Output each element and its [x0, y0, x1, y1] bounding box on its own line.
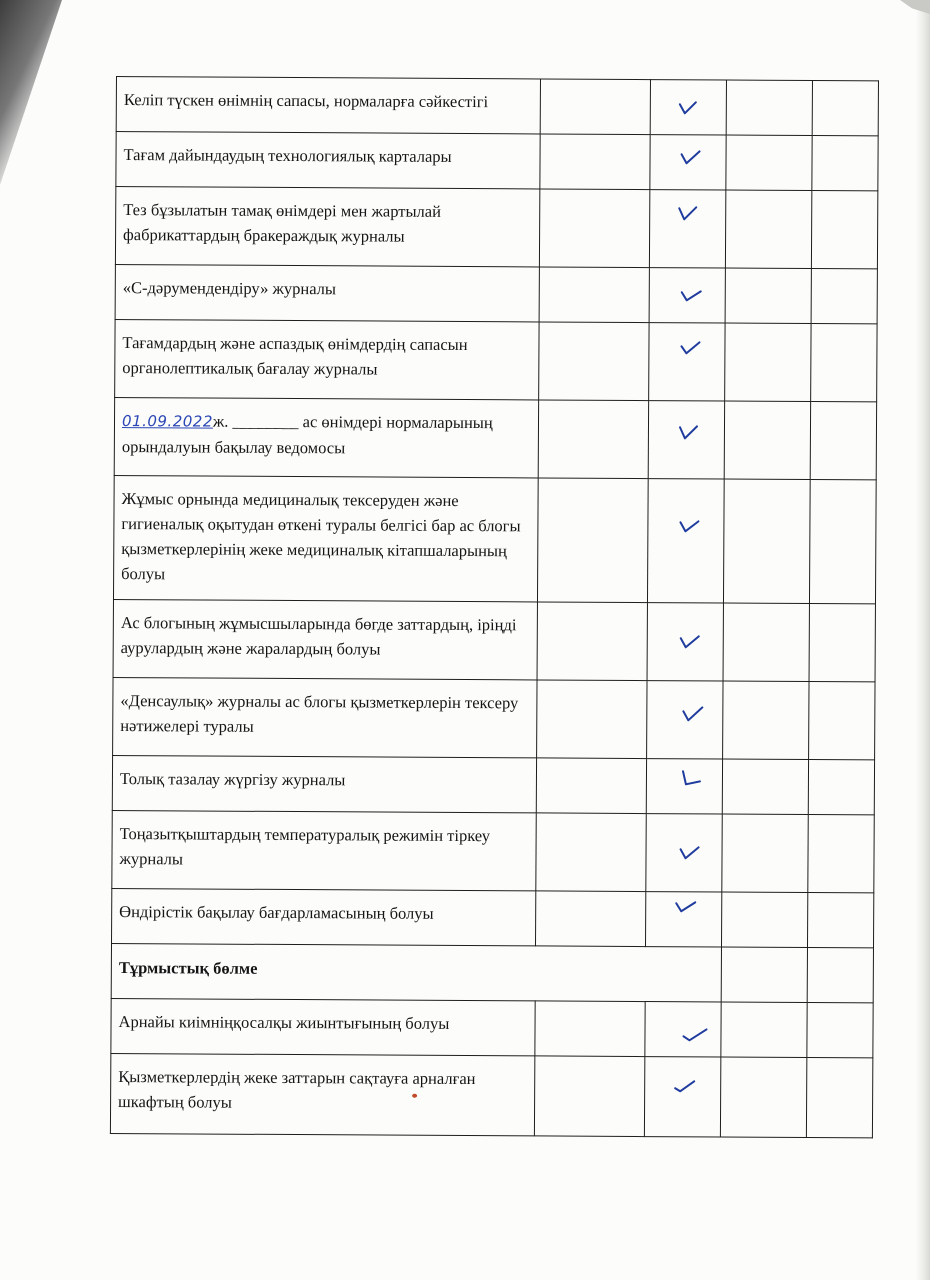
blank-cell [809, 682, 875, 760]
row-label: Тез бұзылатын тамақ өнімдері мен жартылай фабрикаттардың бракераждық журналы [123, 200, 442, 246]
check-cell [644, 1057, 720, 1137]
row-label: Қызметкерлердің жеке заттарын сақтауға арналған шкафтың болуы [118, 1067, 476, 1112]
blank-cell [812, 81, 878, 136]
table-row [114, 397, 876, 479]
blank-cell [537, 602, 647, 681]
row-label: Жұмыс орнында медициналық тексеруден және гигиеналық оқытудан өткені туралы белгісі бар ас блогы қызметкерлерінің жеке медициналық кітапшаларының болуы [121, 489, 521, 584]
scan-right-edge [916, 0, 930, 1280]
row-label: Тағамдардың және аспаздық өнімдердің сапасын органолептикалық бағалау журналы [122, 333, 468, 379]
blank-cell [536, 758, 646, 814]
blank-cell [811, 191, 877, 269]
table-row [112, 755, 874, 814]
blank-cell [720, 1057, 806, 1137]
blank-cell [535, 891, 645, 947]
check-cell [647, 479, 724, 603]
row-label-cell [116, 132, 540, 189]
blank-cell [811, 324, 877, 402]
row-label: Ас блогының жұмысшыларында бөгде заттардың, іріңді аурулардың және жаралардың болуы [120, 613, 517, 659]
check-cell [650, 80, 726, 135]
checkmark-icon [673, 1077, 697, 1095]
table-row [116, 77, 878, 136]
row-label: «Денсаулық» журналы ас блогы қызметкерлерін тексеру нәтижелері туралы [120, 691, 519, 736]
checkmark-icon [679, 633, 703, 651]
section-title-cell [111, 943, 721, 1002]
check-cell [645, 1002, 721, 1057]
blank-cell [809, 480, 876, 604]
blank-cell [807, 1002, 873, 1057]
ink-speck [412, 1094, 417, 1098]
blank-cell [811, 269, 877, 324]
blank-cell [723, 479, 810, 603]
check-cell [646, 759, 722, 814]
row-label: Өндірістік бақылау бағдарламасының болуы [119, 902, 434, 923]
checkmark-icon [678, 517, 702, 535]
blank-cell [721, 892, 807, 947]
blank-cell [725, 268, 811, 323]
table-row [110, 1053, 872, 1137]
scan-top-right-edge [900, 0, 930, 14]
row-label: «С-дәрумендендіру» журналы [122, 278, 337, 299]
row-label-cell [112, 810, 536, 890]
row-label: Толық тазалау жүргізу журналы [119, 769, 346, 790]
row-label: Арнайы киімніңқосалқы жиынтығының болуы [118, 1012, 450, 1033]
blank-cell [723, 681, 809, 759]
checkmark-icon [679, 1024, 707, 1042]
row-label-cell [114, 397, 538, 477]
blank-cell [723, 603, 809, 681]
table-row [113, 599, 875, 681]
blank-cell [535, 1001, 645, 1057]
blank-cell [808, 814, 874, 892]
blank-cell [539, 189, 649, 268]
scan-corner-shadow [0, 0, 70, 190]
check-cell [647, 603, 723, 681]
blank-cell [721, 1002, 807, 1057]
row-label-cell [113, 677, 537, 757]
blank-cell [540, 134, 650, 190]
table-row [115, 319, 877, 401]
blank-cell [807, 892, 873, 947]
row-label-cell [112, 888, 536, 945]
blank-cell [725, 190, 811, 268]
blank-cell [536, 813, 646, 892]
row-label: Тоңазытқыштардың температуралық режимін тіркеу журналы [119, 824, 491, 869]
table-row [115, 264, 877, 323]
blank-cell [722, 759, 808, 814]
checkmark-icon [678, 423, 702, 441]
checkmark-icon [680, 286, 704, 304]
row-label: Келіп түскен өнімнің сапасы, нормаларға сәйкестігі [123, 90, 489, 112]
section-title: Тұрмыстық бөлме [118, 958, 258, 978]
row-label-cell [110, 1053, 534, 1135]
table-row [112, 888, 874, 947]
checkmark-icon [678, 98, 702, 116]
blank-cell [812, 136, 878, 191]
blank-cell [809, 604, 875, 682]
table-row [111, 998, 873, 1057]
blank-cell [807, 947, 873, 1002]
row-label-cell [116, 77, 540, 134]
row-label-cell [113, 599, 537, 679]
blank-cell [539, 322, 649, 401]
blank-cell [722, 814, 808, 892]
blank-cell [808, 760, 874, 815]
row-label-cell [115, 264, 539, 321]
checkmark-icon [680, 769, 704, 787]
blank-cell [806, 1057, 872, 1137]
row-label [115, 398, 538, 467]
table-row [116, 132, 878, 191]
blank-cell [539, 267, 649, 323]
table-row [113, 677, 875, 759]
check-cell [647, 681, 723, 759]
blank-cell [534, 1056, 644, 1137]
row-label-cell [112, 755, 536, 812]
check-cell [648, 401, 724, 479]
checkmark-icon [678, 844, 702, 862]
check-cell [649, 323, 725, 401]
checklist-table [110, 76, 879, 1138]
row-label-text: ж. ________ ас өнімдері нормаларының орындалуын бақылау ведомосы [121, 411, 493, 458]
check-cell [646, 814, 722, 892]
blank-cell [726, 135, 812, 190]
section-header-row [111, 943, 873, 1002]
checkmark-icon [681, 705, 705, 723]
row-label-cell [115, 187, 539, 267]
blank-cell [726, 80, 812, 135]
check-cell [649, 268, 725, 323]
checkmark-icon [679, 149, 703, 167]
row-label: Тағам дайындаудың технологиялық карталары [123, 145, 452, 166]
blank-cell [540, 79, 650, 135]
checkmark-icon [674, 898, 698, 916]
blank-cell [537, 478, 648, 603]
handwritten-date: 01.09.2022 [121, 412, 213, 431]
check-cell [650, 135, 726, 190]
row-label-cell [115, 319, 539, 399]
table-row [112, 810, 874, 892]
blank-cell [721, 947, 807, 1002]
table-row [115, 187, 877, 269]
blank-cell [725, 323, 811, 401]
checkmark-icon [677, 204, 701, 222]
checkmark-icon [679, 339, 703, 357]
blank-cell [810, 402, 876, 480]
blank-cell [538, 400, 648, 479]
check-cell [645, 892, 721, 947]
row-label-cell [113, 475, 538, 601]
blank-cell [724, 401, 810, 479]
table-row [113, 475, 876, 603]
check-cell [649, 190, 725, 268]
row-label-cell [111, 998, 535, 1055]
blank-cell [537, 680, 647, 759]
